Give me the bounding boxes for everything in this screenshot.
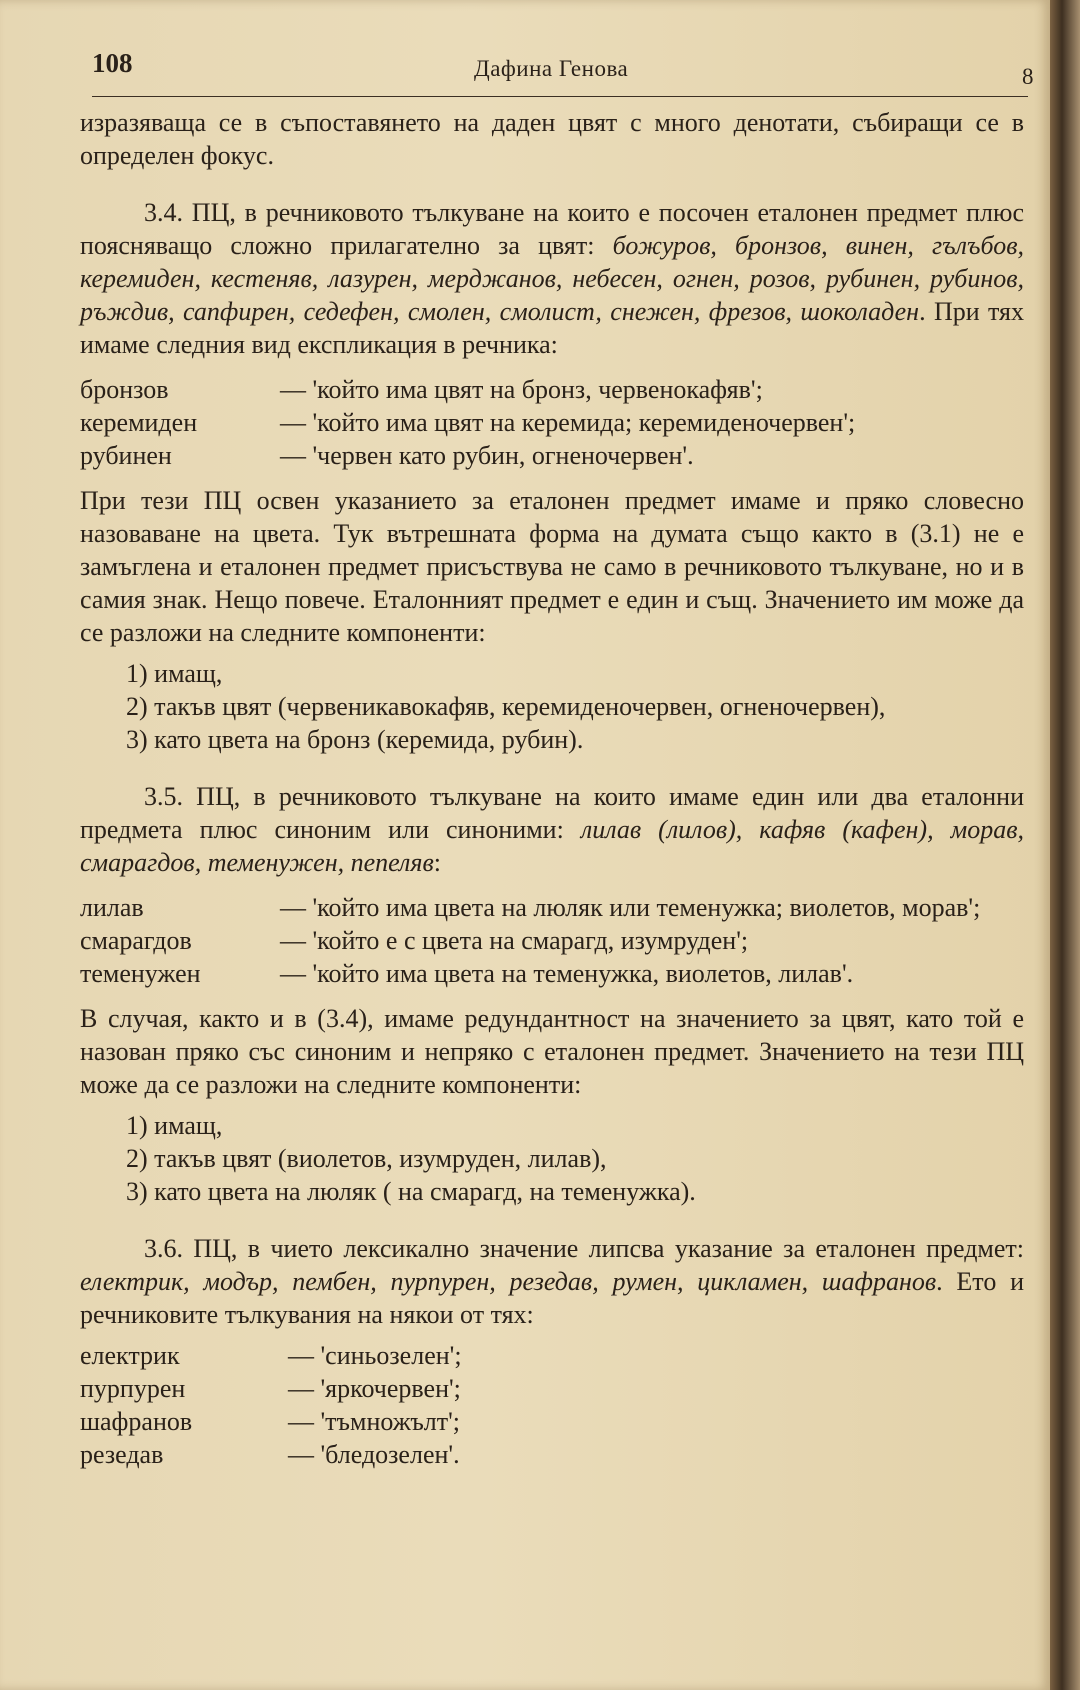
gloss-term: резедав <box>80 1440 164 1469</box>
gloss-list-3-6 <box>80 1339 1024 1471</box>
gloss-term: рубинен <box>80 441 172 470</box>
gloss-definition: — 'яркочервен'; <box>288 1374 461 1403</box>
gloss-definition: — 'който има цвета на люляк или теменужка; виолетов, морав'; <box>280 893 981 922</box>
list-item: 1) имащ, <box>126 659 223 688</box>
gloss-term: пурпурен <box>80 1374 186 1403</box>
gloss-term: смарагдов <box>80 926 192 955</box>
gloss-definition: — 'който е с цвета на смарагд, изумруден'; <box>280 926 749 955</box>
gloss-definition: — 'тъмножълт'; <box>288 1407 461 1436</box>
running-head: Дафина Генова <box>474 56 629 81</box>
paragraph-explanation-1: При тези ПЦ освен указанието за еталонен предмет имаме и пряко словесно назоваване на цвета. Тук вътрешната форма на думата също както в (3.1) не е замъглена и еталонен предмет присъствува не само в речниковото тълкуване, но и в самия знак. Нещо повече. Еталонният предмет е един и същ. Значението им може да се разложи на следните компоненти: <box>80 486 1024 647</box>
list-item: 3) като цвета на люляк ( на смарагд, на теменужка). <box>126 1177 696 1206</box>
gloss-list-3-4 <box>80 373 1024 472</box>
gloss-definition: — 'червен като рубин, огненочервен'. <box>280 441 694 470</box>
gloss-term: бронзов <box>80 375 169 404</box>
list-item: 2) такъв цвят (червеникавокафяв, керемиденочервен, огненочервен), <box>126 692 886 721</box>
examples-3-6: електрик, модър, пембен, пурпурен, резедав, румен, цикламен, шафранов <box>80 1267 937 1296</box>
sheet-mark: 8 <box>1022 64 1034 89</box>
gloss-definition: — 'синьозелен'; <box>288 1341 462 1370</box>
paragraph-explanation-2: В случая, както и в (3.4), имаме редундантност на значението за цвят, като той е назован пряко със синоним и непряко с еталонен предмет. Значението на тези ПЦ може да се разложи на следните компоненти: <box>80 1004 1024 1099</box>
examples-3-4: божуров, бронзов, винен, гълъбов, керемиден, кестеняв, лазурен, мерджанов, небесен, огнен, розов, рубинен, рубинов, ръждив, сапфирен, седефен, смолен, смолист, снежен, фрезов, шоколаден <box>80 231 1024 326</box>
paragraph-3-5: 3.5. ПЦ, в речниковото тълкуване на които имаме един или два еталонни предмета плюс синоним или синоними: лилав (лилов), кафяв (кафен), морав, смарагдов, теменужен, пепеляв: <box>80 782 1025 877</box>
component-list-1 <box>126 657 1024 756</box>
paragraph-continuation: изразяваща се в съпоставянето на даден цвят с много денотати, събиращи се в определен фокус. <box>80 108 1024 170</box>
component-list-2 <box>126 1109 1024 1208</box>
book-spine-edge <box>1050 0 1080 1690</box>
gloss-definition: — 'който има цвят на керемида; керемиденочервен'; <box>280 408 856 437</box>
gloss-term: теменужен <box>80 959 201 988</box>
list-item: 1) имащ, <box>126 1111 223 1140</box>
page-body <box>80 106 1024 1471</box>
gloss-term: електрик <box>80 1341 180 1370</box>
gloss-definition: — 'който има цвета на теменужка, виолетов, лилав'. <box>280 959 854 988</box>
list-item: 3) като цвета на бронз (керемида, рубин). <box>126 725 584 754</box>
header-rule <box>92 96 1028 97</box>
paragraph-3-6: 3.6. ПЦ, в чието лексикално значение липсва указание за еталонен предмет: електрик, модър, пембен, пурпурен, резедав, румен, цикламен, шафранов. Ето и речниковите тълкувания на някои от тях: <box>80 1234 1024 1329</box>
gloss-definition: — 'който има цвят на бронз, червенокафяв'; <box>280 375 763 404</box>
page-number: 108 <box>92 48 133 78</box>
examples-3-5: лилав (лилов), кафяв (кафен), морав, смарагдов, теменужен, пепеляв <box>80 815 1025 877</box>
gloss-term: лилав <box>80 893 144 922</box>
list-item: 2) такъв цвят (виолетов, изумруден, лилав), <box>126 1144 607 1173</box>
gloss-term: керемиден <box>80 408 198 437</box>
paragraph-3-4: 3.4. ПЦ, в речниковото тълкуване на които е посочен еталонен предмет плюс поясняващо сложно прилагателно за цвят: божуров, бронзов, винен, гълъбов, керемиден, кестеняв, лазурен, мерджанов, небесен, огнен, розов, рубинен, рубинов, ръждив, сапфирен, седефен, смолен, смолист, снежен, фрезов, шоколаден. При тях имаме следния вид експликация в речника: <box>80 198 1025 359</box>
gloss-list-3-5 <box>80 891 1024 990</box>
page-header <box>92 48 1032 98</box>
gloss-definition: — 'бледозелен'. <box>288 1440 460 1469</box>
gloss-term: шафранов <box>80 1407 193 1436</box>
